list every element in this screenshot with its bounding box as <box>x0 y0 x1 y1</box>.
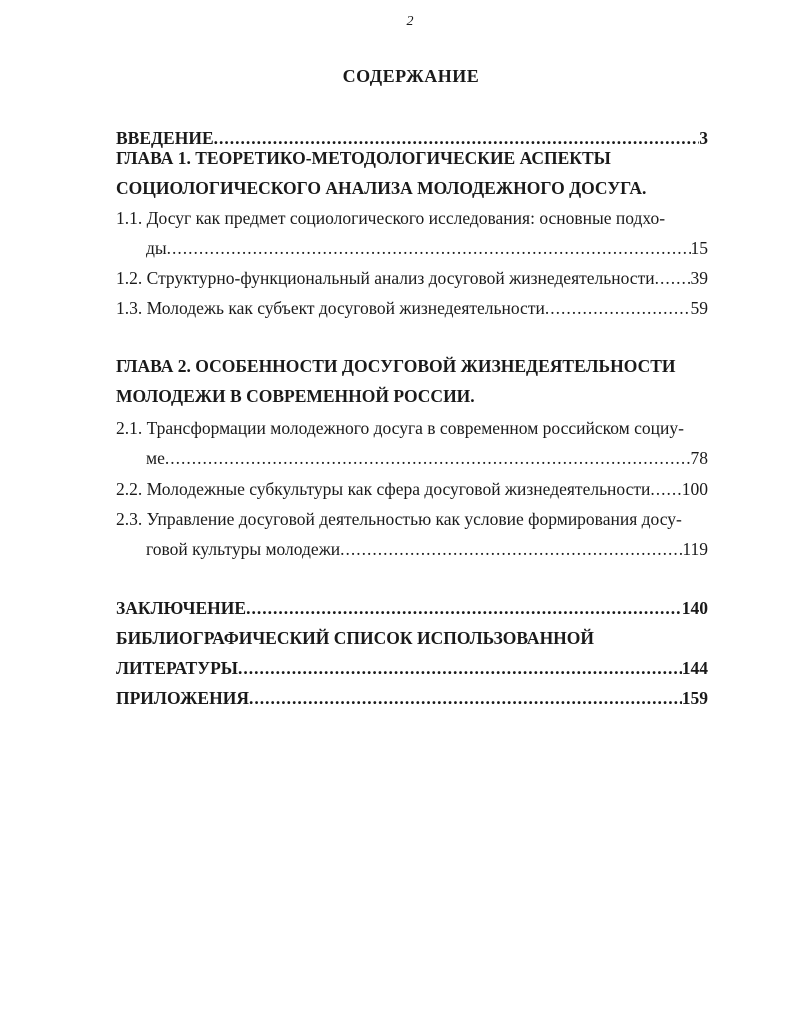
dot-leader <box>238 658 682 679</box>
toc-entry-bibliography <box>116 658 708 679</box>
toc-entry-intro <box>116 128 708 149</box>
toc-entry-label: 1.3. Молодежь как субъект досуговой жизнедеятельности <box>116 298 545 318</box>
toc-entry-section-1-2 <box>116 268 708 289</box>
toc-page-number: 144 <box>681 658 708 678</box>
bibliography-title-line-1: БИБЛИОГРАФИЧЕСКИЙ СПИСОК ИСПОЛЬЗОВАННОЙ <box>116 628 595 648</box>
toc-entry-label: ЗАКЛЮЧЕНИЕ <box>116 598 247 618</box>
toc-page-number: 59 <box>690 298 708 318</box>
page-number: 2 <box>406 14 414 29</box>
toc-entry-section-2-3 <box>146 539 708 560</box>
section-1-1-line-1: 1.1. Досуг как предмет социологического исследования: основные подхо- <box>116 208 666 228</box>
dot-leader <box>214 128 700 149</box>
toc-entry-label: ме <box>146 448 165 468</box>
chapter-1-title-line-2: СОЦИОЛОГИЧЕСКОГО АНАЛИЗА МОЛОДЕЖНОГО ДОСУГА. <box>116 178 647 198</box>
toc-entry-section-1-3 <box>116 298 708 319</box>
dot-leader <box>249 688 682 709</box>
dot-leader <box>167 238 691 259</box>
section-2-1-line-1: 2.1. Трансформации молодежного досуга в современном российском социу- <box>116 418 684 438</box>
toc-page-number: 140 <box>681 598 708 618</box>
toc-entry-label: ды <box>146 238 167 258</box>
chapter-2-title-line-2: МОЛОДЕЖИ В СОВРЕМЕННОЙ РОССИИ. <box>116 386 475 406</box>
toc-entry-label: 2.2. Молодежные субкультуры как сфера досуговой жизнедеятельности <box>116 479 651 499</box>
toc-page-number: 3 <box>699 128 708 148</box>
section-2-3-line-1: 2.3. Управление досуговой деятельностью как условие формирования досу- <box>116 509 682 529</box>
toc-entry-section-2-1 <box>146 448 708 469</box>
toc-entry-label: ВВЕДЕНИЕ <box>116 128 214 148</box>
page-title: СОДЕРЖАНИЕ <box>342 66 480 86</box>
toc-page-number: 119 <box>682 539 708 559</box>
toc-entry-label: ПРИЛОЖЕНИЯ <box>116 688 249 708</box>
chapter-2-title-line-1: ГЛАВА 2. ОСОБЕННОСТИ ДОСУГОВОЙ ЖИЗНЕДЕЯТЕЛЬНОСТИ <box>116 356 676 376</box>
toc-page-number: 159 <box>681 688 708 708</box>
toc-entry-label: 1.2. Структурно-функциональный анализ досуговой жизнедеятельности <box>116 268 655 288</box>
dot-leader <box>246 598 682 619</box>
dot-leader <box>165 448 691 469</box>
toc-entry-conclusion <box>116 598 708 619</box>
chapter-1-title-line-1: ГЛАВА 1. ТЕОРЕТИКО-МЕТОДОЛОГИЧЕСКИЕ АСПЕКТЫ <box>116 148 611 168</box>
toc-page-number: 39 <box>690 268 708 288</box>
toc-entry-section-1-1 <box>146 238 708 259</box>
toc-page-number: 78 <box>690 448 708 468</box>
dot-leader <box>655 268 691 289</box>
dot-leader <box>650 479 681 500</box>
toc-entry-section-2-2 <box>116 479 708 500</box>
toc-page-number: 15 <box>690 238 708 258</box>
dot-leader <box>545 298 691 319</box>
toc-entry-label: говой культуры молодежи <box>146 539 341 559</box>
dot-leader <box>340 539 682 560</box>
toc-entry-label: ЛИТЕРАТУРЫ <box>116 658 238 678</box>
toc-page-number: 100 <box>681 479 708 499</box>
toc-entry-appendices <box>116 688 708 709</box>
